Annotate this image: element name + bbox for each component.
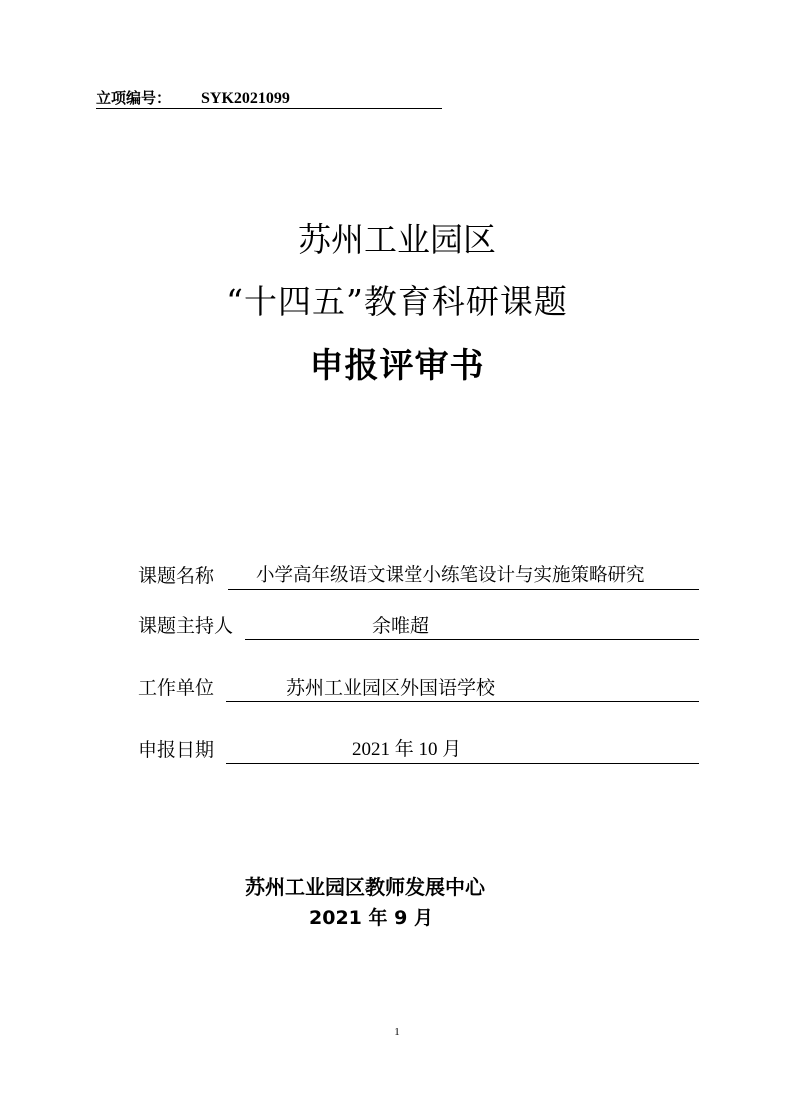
field-underline — [226, 735, 699, 764]
field-label: 课题主持人 — [138, 615, 234, 637]
page-number: 1 — [394, 1026, 400, 1038]
project-number-line — [96, 88, 442, 109]
field-application-date — [138, 736, 699, 764]
field-topic-name — [138, 562, 699, 590]
field-label: 申报日期 — [138, 739, 215, 761]
project-number-label: 立项编号： — [96, 89, 172, 107]
title-document-type: 申报评审书 — [309, 346, 485, 386]
field-value: 2021 年 10 月 — [352, 739, 462, 760]
field-underline — [245, 611, 699, 640]
field-value: 余唯超 — [372, 615, 430, 637]
project-number-value: SYK2021099 — [201, 90, 290, 107]
field-label: 工作单位 — [138, 677, 215, 699]
field-value: 小学高年级语文课堂小练笔设计与实施策略研究 — [256, 565, 645, 586]
field-value: 苏州工业园区外国语学校 — [286, 677, 496, 699]
issuer-name: 苏州工业园区教师发展中心 — [245, 875, 485, 899]
issue-date: 2021 年 9 月 — [309, 907, 433, 929]
field-work-unit — [138, 674, 699, 702]
title-region: 苏州工业园区 — [298, 220, 496, 259]
field-label: 课题名称 — [138, 565, 215, 587]
title-program: “十四五”教育科研课题 — [226, 282, 568, 321]
field-host — [138, 612, 699, 640]
